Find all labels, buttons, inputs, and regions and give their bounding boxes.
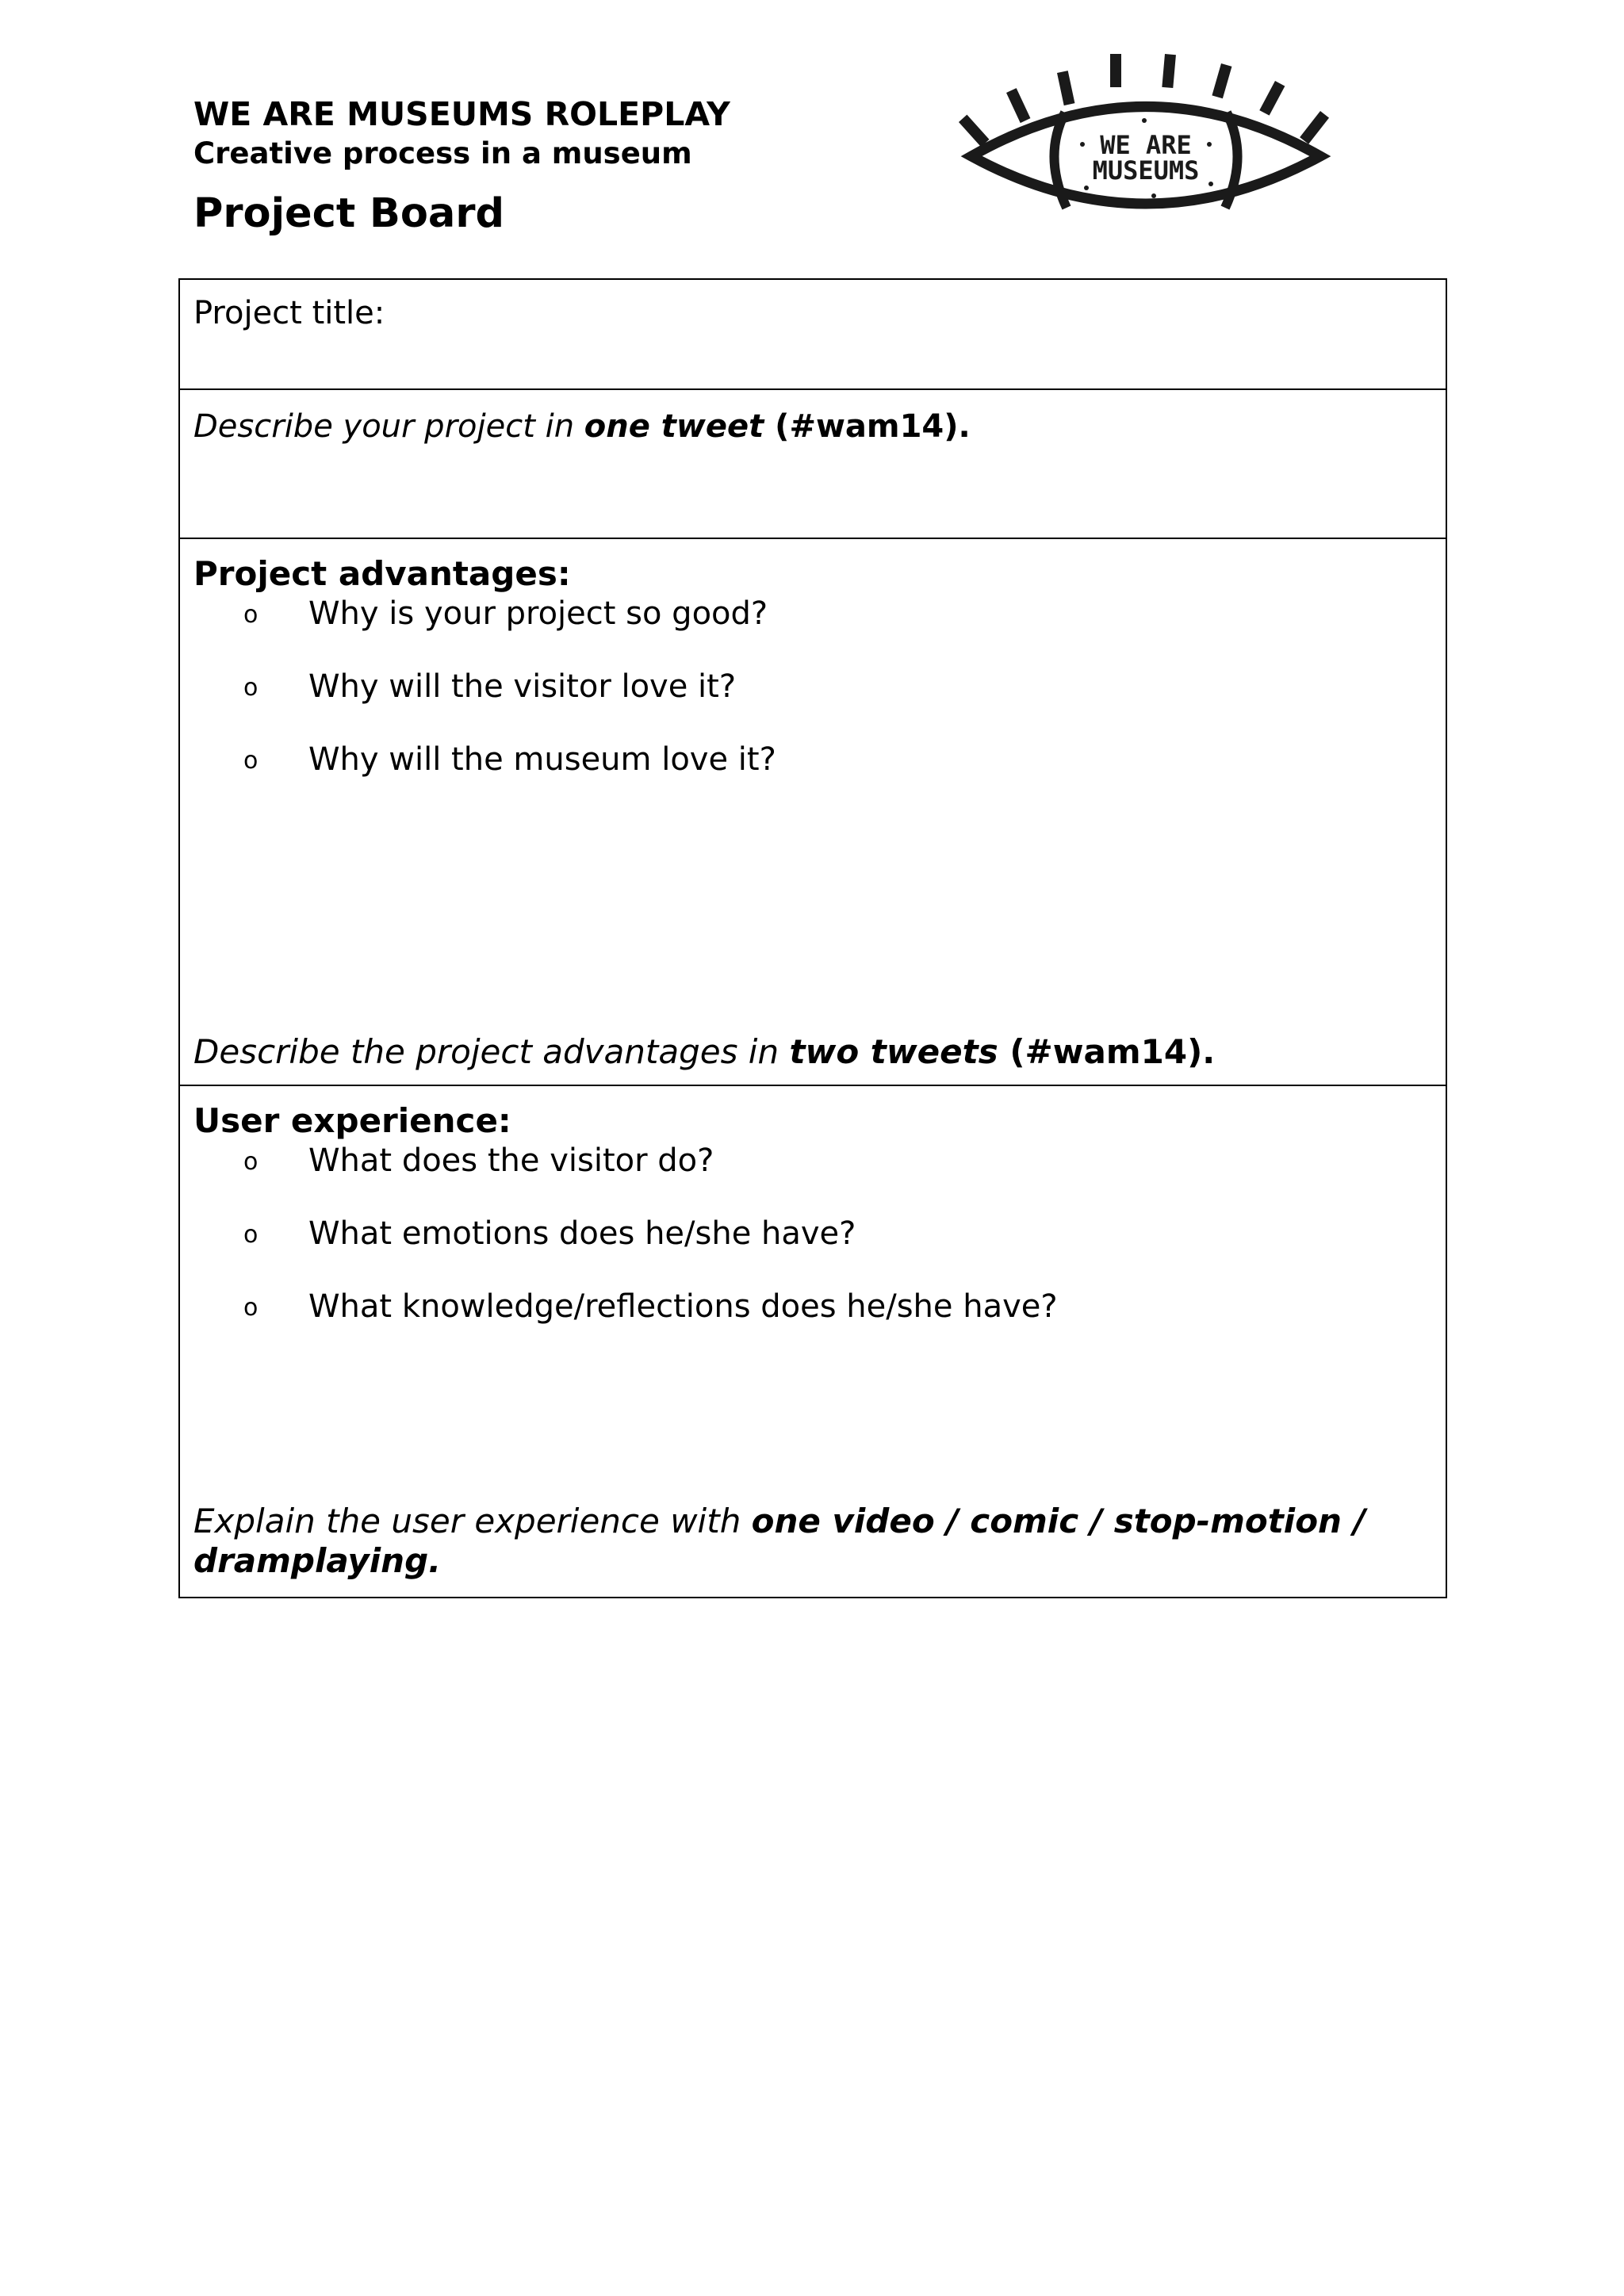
bullet-icon: o: [243, 601, 259, 629]
project-title-label: Project title:: [193, 295, 385, 331]
list-item-text: Why will the museum love it?: [308, 741, 776, 778]
list-item: [243, 1215, 856, 1256]
eye-logo-icon: [948, 49, 1344, 222]
logo-text-line2: MUSEUMS: [1092, 155, 1200, 186]
tweet-cell[interactable]: [180, 390, 1446, 539]
bullet-icon: o: [243, 1294, 259, 1322]
list-item: [243, 595, 768, 636]
bullet-icon: o: [243, 747, 259, 775]
bullet-icon: o: [243, 674, 259, 702]
bullet-icon: o: [243, 1221, 259, 1249]
list-item-text: What emotions does he/she have?: [308, 1215, 856, 1252]
tweet-prompt: [193, 408, 971, 446]
advantages-heading: Project advantages:: [193, 554, 571, 593]
list-item-text: What knowledge/reflections does he/she have?: [308, 1288, 1058, 1325]
user-experience-footer-emphasis: one video / comic / stop-motion /: [751, 1502, 1365, 1540]
user-experience-heading: User experience:: [193, 1101, 511, 1140]
list-item: [243, 740, 776, 782]
project-board: [178, 278, 1447, 1598]
list-item-text: What does the visitor do?: [308, 1142, 714, 1179]
advantages-cell[interactable]: [180, 539, 1446, 1086]
advantages-footer-suffix: (#wam14).: [998, 1032, 1216, 1071]
logo-text-line1: WE ARE: [1100, 130, 1192, 160]
list-item: [243, 1142, 714, 1183]
list-item-text: Why will the visitor love it?: [308, 668, 737, 705]
list-item: [243, 1288, 1058, 1329]
user-experience-footer-prefix: Explain the user experience with: [193, 1502, 752, 1540]
advantages-footer: [193, 1032, 1215, 1072]
page-title: Project Board: [193, 190, 504, 237]
advantages-footer-emphasis: two tweets: [789, 1032, 998, 1071]
tweet-prompt-prefix: Describe your project in: [193, 408, 584, 445]
tweet-prompt-emphasis: one tweet: [584, 408, 764, 445]
user-experience-footer-line1: [193, 1502, 1365, 1541]
header-subtitle: Creative process in a museum: [193, 136, 692, 170]
advantages-footer-prefix: Describe the project advantages in: [193, 1032, 790, 1071]
project-title-cell[interactable]: [180, 280, 1446, 390]
list-item-text: Why is your project so good?: [308, 595, 768, 632]
user-experience-footer-line2: dramplaying.: [193, 1541, 442, 1580]
list-item: [243, 668, 736, 709]
user-experience-cell[interactable]: [180, 1086, 1446, 1597]
header-title: WE ARE MUSEUMS ROLEPLAY: [193, 95, 730, 133]
bullet-icon: o: [243, 1148, 259, 1176]
tweet-prompt-suffix: (#wam14).: [764, 408, 971, 445]
